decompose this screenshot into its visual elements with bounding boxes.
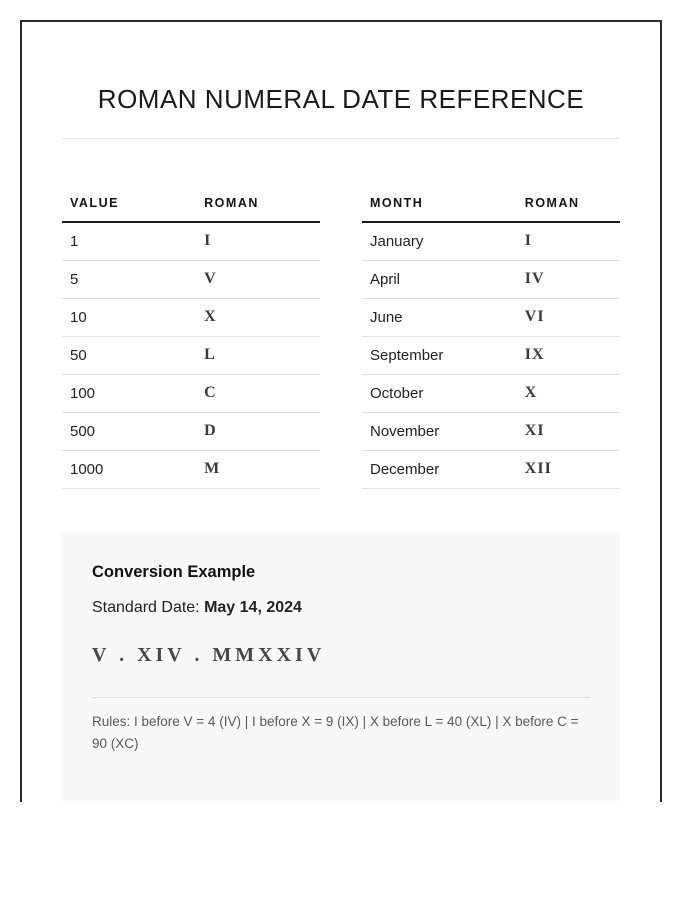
month-cell: November bbox=[362, 412, 517, 450]
roman-cell: M bbox=[196, 450, 320, 488]
conversion-example-box bbox=[62, 532, 620, 801]
roman-cell: I bbox=[517, 222, 620, 260]
conversion-example-heading: Conversion Example bbox=[92, 562, 256, 581]
roman-cell: X bbox=[517, 374, 620, 412]
roman-date-value: V . XIV . MMXXIV bbox=[92, 643, 326, 666]
month-table-header bbox=[362, 196, 620, 222]
roman-column-header: ROMAN bbox=[196, 196, 320, 222]
value-table-body bbox=[62, 222, 320, 488]
table-row bbox=[62, 450, 320, 488]
roman-cell: VI bbox=[517, 298, 620, 336]
table-row bbox=[362, 412, 620, 450]
value-cell: 500 bbox=[62, 412, 196, 450]
value-table-header bbox=[62, 196, 320, 222]
page-title: ROMAN NUMERAL DATE REFERENCE bbox=[97, 84, 585, 114]
month-column-header: MONTH bbox=[362, 196, 517, 222]
month-cell: December bbox=[362, 450, 517, 488]
standard-date-value: May 14, 2024 bbox=[204, 598, 302, 616]
roman-column-header: ROMAN bbox=[517, 196, 620, 222]
roman-cell: X bbox=[196, 298, 320, 336]
value-cell: 1000 bbox=[62, 450, 196, 488]
roman-cell: I bbox=[196, 222, 320, 260]
table-header-row bbox=[62, 196, 320, 222]
rules-text: Rules: I before V = 4 (IV) | I before X = 9 (IX) | X before L = 40 (XL) | X before C = 90 (XC) bbox=[92, 713, 579, 751]
standard-date-line bbox=[92, 598, 590, 618]
month-table-body bbox=[362, 222, 620, 488]
value-cell: 10 bbox=[62, 298, 196, 336]
reference-tables bbox=[62, 196, 620, 489]
roman-cell: V bbox=[196, 260, 320, 298]
month-cell: January bbox=[362, 222, 517, 260]
roman-cell: IX bbox=[517, 336, 620, 374]
value-column-header: VALUE bbox=[62, 196, 196, 222]
roman-cell: XII bbox=[517, 450, 620, 488]
roman-cell: D bbox=[196, 412, 320, 450]
document-page bbox=[20, 20, 662, 802]
month-cell: June bbox=[362, 298, 517, 336]
table-row bbox=[62, 260, 320, 298]
value-cell: 50 bbox=[62, 336, 196, 374]
month-cell: October bbox=[362, 374, 517, 412]
table-row bbox=[362, 336, 620, 374]
table-row bbox=[362, 450, 620, 488]
month-cell: September bbox=[362, 336, 517, 374]
table-row bbox=[362, 260, 620, 298]
title-divider bbox=[62, 138, 620, 139]
table-row bbox=[62, 412, 320, 450]
table-row bbox=[62, 374, 320, 412]
rules-divider bbox=[92, 697, 590, 698]
value-cell: 5 bbox=[62, 260, 196, 298]
table-header-row bbox=[362, 196, 620, 222]
table-row bbox=[362, 222, 620, 260]
roman-cell: C bbox=[196, 374, 320, 412]
roman-cell: IV bbox=[517, 260, 620, 298]
value-table bbox=[62, 196, 320, 489]
standard-date-label: Standard Date: bbox=[92, 598, 205, 616]
table-row bbox=[62, 298, 320, 336]
roman-cell: XI bbox=[517, 412, 620, 450]
value-cell: 1 bbox=[62, 222, 196, 260]
table-row bbox=[362, 298, 620, 336]
table-row bbox=[62, 222, 320, 260]
table-row bbox=[62, 336, 320, 374]
value-cell: 100 bbox=[62, 374, 196, 412]
roman-cell: L bbox=[196, 336, 320, 374]
month-cell: April bbox=[362, 260, 517, 298]
month-table bbox=[362, 196, 620, 489]
table-row bbox=[362, 374, 620, 412]
